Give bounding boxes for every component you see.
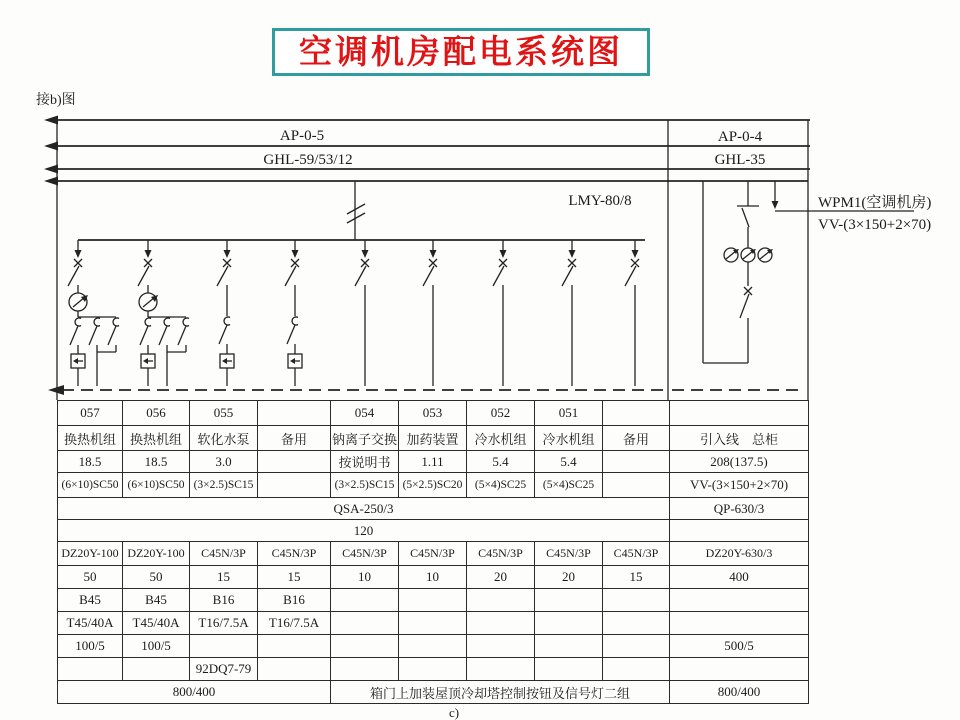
cell-circuit-number: [258, 401, 331, 426]
branch-052: [493, 240, 507, 386]
cell-main-rating: 120: [58, 520, 670, 542]
busbar-label: LMY-80/8: [568, 193, 632, 209]
cell-breaker: C45N/3P: [190, 542, 258, 566]
right-bus2-label: GHL-35: [714, 152, 766, 168]
footnote-label: c): [449, 705, 460, 720]
cell-cable: [258, 473, 331, 498]
cell-power: 按说明书: [331, 451, 399, 473]
row-main-rating: [58, 520, 809, 542]
top-bus-lines: [44, 116, 810, 186]
cell-starter: [399, 658, 467, 681]
cell-cable: (5×4)SC25: [467, 473, 535, 498]
branch-051: [562, 240, 576, 386]
row-main-switch: [58, 498, 809, 520]
row-cables: [58, 473, 809, 498]
cell-relay: [603, 612, 670, 635]
row-contactors: [58, 589, 809, 612]
cell-starter: 92DQ7-79: [190, 658, 258, 681]
cell-bottom-note: 箱门上加装屋顶冷却塔控制按钮及信号灯二组: [331, 681, 670, 704]
cell-load: 加药装置: [399, 426, 467, 451]
cell-incoming: [670, 401, 809, 426]
cell-load: 换热机组: [123, 426, 190, 451]
cell-incoming: [670, 612, 809, 635]
cell-load: 备用: [603, 426, 670, 451]
cell-incoming-breaker: DZ20Y-630/3: [670, 542, 809, 566]
cell-incoming-rating: 400: [670, 566, 809, 589]
cell-rating: 50: [123, 566, 190, 589]
cell-starter: [331, 658, 399, 681]
cell-cable: (3×2.5)SC15: [331, 473, 399, 498]
row-breakers: [58, 542, 809, 566]
cell-cable: (3×2.5)SC15: [190, 473, 258, 498]
cell-power: 5.4: [535, 451, 603, 473]
cell-ct: 100/5: [123, 635, 190, 658]
cell-starter: [123, 658, 190, 681]
cell-starter: [535, 658, 603, 681]
circuit-table: [57, 400, 809, 704]
cell-relay: [399, 612, 467, 635]
cell-relay: T16/7.5A: [190, 612, 258, 635]
cell-relay: [467, 612, 535, 635]
cell-cable: [603, 473, 670, 498]
cell-breaker: C45N/3P: [258, 542, 331, 566]
cell-bottom-right: 800/400: [670, 681, 809, 704]
cell-breaker: C45N/3P: [399, 542, 467, 566]
cell-rating: 50: [58, 566, 123, 589]
cell-relay: T45/40A: [123, 612, 190, 635]
cell-rating: 20: [467, 566, 535, 589]
cell-rating: 10: [399, 566, 467, 589]
cell-cable: (6×10)SC50: [123, 473, 190, 498]
cell-contactor: B45: [58, 589, 123, 612]
cell-circuit-number: 055: [190, 401, 258, 426]
cell-cable: (5×4)SC25: [535, 473, 603, 498]
cell-ct: [467, 635, 535, 658]
cell-power: 3.0: [190, 451, 258, 473]
cell-incoming-ct: 500/5: [670, 635, 809, 658]
cell-contactor: [603, 589, 670, 612]
cell-incoming: [670, 520, 809, 542]
cell-power: 18.5: [58, 451, 123, 473]
cell-power: 1.11: [399, 451, 467, 473]
cell-ct: [258, 635, 331, 658]
cell-ct: [190, 635, 258, 658]
cell-power: [258, 451, 331, 473]
cell-relay: [535, 612, 603, 635]
row-power: [58, 451, 809, 473]
cell-contactor: B45: [123, 589, 190, 612]
cell-breaker: C45N/3P: [603, 542, 670, 566]
cell-power: [603, 451, 670, 473]
cell-cable: (6×10)SC50: [58, 473, 123, 498]
cell-load: 钠离子交换: [331, 426, 399, 451]
cell-breaker: C45N/3P: [467, 542, 535, 566]
cell-main-switch: QSA-250/3: [58, 498, 670, 520]
cell-ct: [331, 635, 399, 658]
branch-053: [423, 240, 437, 386]
branch-056: [138, 240, 189, 386]
right-bus1-label: AP-0-4: [717, 129, 763, 145]
cell-incoming-cable: VV-(3×150+2×70): [670, 473, 809, 498]
cell-contactor: [331, 589, 399, 612]
ref-note-label: 接b)图: [36, 93, 76, 108]
incoming-feeder-label: WPM1(空调机房): [818, 195, 932, 211]
cell-incoming-label: 引入线 总柜: [670, 426, 809, 451]
cell-rating: 15: [603, 566, 670, 589]
page-title: 空调机房配电系统图: [272, 28, 650, 76]
cell-starter: [258, 658, 331, 681]
cell-incoming-switch: QP-630/3: [670, 498, 809, 520]
bus1-label: AP-0-5: [279, 128, 325, 144]
cell-contactor: [467, 589, 535, 612]
cell-starter: [603, 658, 670, 681]
cell-ct: [603, 635, 670, 658]
cell-incoming: [670, 589, 809, 612]
cell-load: 换热机组: [58, 426, 123, 451]
branch-055: [217, 240, 234, 386]
branch-054: [355, 240, 369, 386]
cell-breaker: DZ20Y-100: [58, 542, 123, 566]
row-breaker-ratings: [58, 566, 809, 589]
cell-incoming: [670, 658, 809, 681]
cell-power: 5.4: [467, 451, 535, 473]
row-ct-ratios: [58, 635, 809, 658]
cell-load: 软化水泵: [190, 426, 258, 451]
branch-spare2: [625, 240, 639, 386]
cell-starter: [58, 658, 123, 681]
cell-circuit-number: [603, 401, 670, 426]
cell-breaker: DZ20Y-100: [123, 542, 190, 566]
incoming-cable-label: VV-(3×150+2×70): [818, 217, 932, 233]
cell-load: 备用: [258, 426, 331, 451]
cell-circuit-number: 056: [123, 401, 190, 426]
cell-ct: [399, 635, 467, 658]
cell-contactor: B16: [190, 589, 258, 612]
cell-relay: [331, 612, 399, 635]
cell-breaker: C45N/3P: [331, 542, 399, 566]
cell-contactor: [535, 589, 603, 612]
row-loads: [58, 426, 809, 451]
cell-relay: T16/7.5A: [258, 612, 331, 635]
main-feed: [78, 181, 645, 240]
cell-bottom-left: 800/400: [58, 681, 331, 704]
dashed-outgoing: [48, 385, 800, 395]
row-bottom: [58, 681, 809, 704]
cell-circuit-number: 057: [58, 401, 123, 426]
cell-ct: [535, 635, 603, 658]
cell-incoming-power: 208(137.5): [670, 451, 809, 473]
cell-load: 冷水机组: [535, 426, 603, 451]
cell-circuit-number: 054: [331, 401, 399, 426]
row-starter: [58, 658, 809, 681]
cell-relay: T45/40A: [58, 612, 123, 635]
cell-circuit-number: 052: [467, 401, 535, 426]
row-thermal-relays: [58, 612, 809, 635]
cell-rating: 20: [535, 566, 603, 589]
bus2-label: GHL-59/53/12: [263, 152, 353, 168]
branch-057: [68, 240, 119, 386]
cell-load: 冷水机组: [467, 426, 535, 451]
cell-contactor: [399, 589, 467, 612]
branch-spare1: [285, 240, 302, 386]
cell-circuit-number: 053: [399, 401, 467, 426]
cell-power: 18.5: [123, 451, 190, 473]
cell-rating: 15: [258, 566, 331, 589]
cell-ct: 100/5: [58, 635, 123, 658]
cell-rating: 15: [190, 566, 258, 589]
cell-circuit-number: 051: [535, 401, 603, 426]
cell-contactor: B16: [258, 589, 331, 612]
row-circuit-numbers: [58, 401, 809, 426]
cell-rating: 10: [331, 566, 399, 589]
cell-breaker: C45N/3P: [535, 542, 603, 566]
cell-starter: [467, 658, 535, 681]
cell-cable: (5×2.5)SC20: [399, 473, 467, 498]
